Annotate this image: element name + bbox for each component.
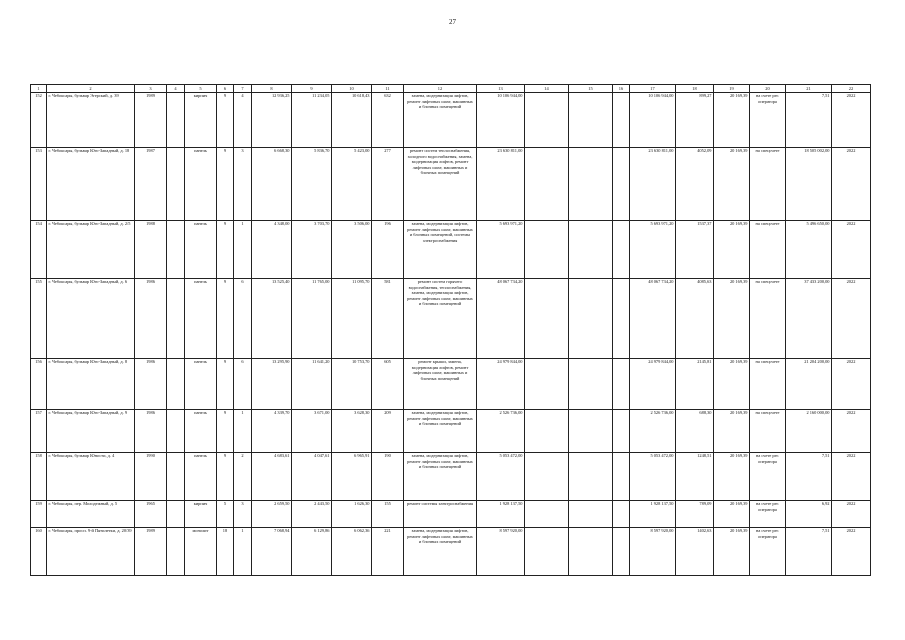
- works-cell: ремонт системы электроснабжения: [404, 501, 477, 528]
- owners-funds-cell: 10 106 944,00: [630, 93, 676, 148]
- budget-funds-cell: [569, 453, 613, 501]
- fund-balance-cell: 18 505 002,00: [786, 148, 832, 221]
- year-reconstruction-cell: [167, 359, 185, 410]
- entrances-cell: 3: [234, 501, 252, 528]
- fund-support-cell: [525, 453, 569, 501]
- address-cell: г. Чебоксары, бульвар Юго-Западный, д. 2/5: [47, 221, 135, 279]
- address-cell: г. Чебоксары, бульвар Эгерский, д. 39: [47, 93, 135, 148]
- premises-area-cell: 5 836,70: [292, 148, 332, 221]
- table-row: [31, 410, 871, 453]
- premises-area-cell: 4 047,61: [292, 453, 332, 501]
- owners-funds-cell: 24 979 844,00: [630, 359, 676, 410]
- other-funds-cell: [613, 453, 630, 501]
- floors-cell: 9: [217, 279, 234, 359]
- column-number-cell: 1: [31, 85, 47, 93]
- residents-cell: 632: [372, 93, 404, 148]
- total-area-cell: 12 936,25: [252, 93, 292, 148]
- floors-cell: 9: [217, 453, 234, 501]
- fund-balance-cell: 6,92: [786, 501, 832, 528]
- column-number-cell: 3: [135, 85, 167, 93]
- total-cost-cell: 8 597 920,00: [477, 528, 525, 576]
- fund-method-cell: на счете рег. оператора: [750, 453, 786, 501]
- works-cell: замена, модернизация лифтов, ремонт лифтовых шахт, машинных и блочных помещений, системы электроснабжения: [404, 221, 477, 279]
- column-number-cell: 15: [569, 85, 613, 93]
- residential-area-cell: 11 095,70: [332, 279, 372, 359]
- other-funds-cell: [613, 528, 630, 576]
- column-number-cell: 4: [167, 85, 185, 93]
- fund-support-cell: [525, 359, 569, 410]
- fund-method-cell: на спецсчете: [750, 221, 786, 279]
- fund-support-cell: [525, 528, 569, 576]
- total-cost-cell: 2 526 736,00: [477, 410, 525, 453]
- fund-support-cell: [525, 148, 569, 221]
- total-area-cell: 4 348,00: [252, 221, 292, 279]
- fund-method-cell: на спецсчете: [750, 148, 786, 221]
- residents-cell: 277: [372, 148, 404, 221]
- budget-funds-cell: [569, 148, 613, 221]
- year-planned-cell: 2022: [832, 279, 871, 359]
- fund-support-cell: [525, 221, 569, 279]
- residents-cell: 190: [372, 453, 404, 501]
- address-cell: г. Чебоксары, бульвар Юго-Западный, д. 6: [47, 279, 135, 359]
- year-planned-cell: 2022: [832, 528, 871, 576]
- fund-balance-cell: 2 160 000,00: [786, 410, 832, 453]
- column-number-cell: 6: [217, 85, 234, 93]
- residential-area-cell: 3 506,00: [332, 221, 372, 279]
- row-number-cell: 159: [31, 501, 47, 528]
- column-number-cell: 5: [185, 85, 217, 93]
- column-number-cell: 14: [525, 85, 569, 93]
- works-cell: замена, модернизация лифтов, ремонт лифтовых шахт, машинных и блочных помещений: [404, 410, 477, 453]
- year-planned-cell: 2022: [832, 93, 871, 148]
- cost-limit-cell: 20 169,39: [714, 148, 750, 221]
- entrances-cell: 1: [234, 221, 252, 279]
- total-area-cell: 13 295,90: [252, 359, 292, 410]
- wall-material-cell: панель: [185, 148, 217, 221]
- column-number-cell: 12: [404, 85, 477, 93]
- total-area-cell: 4 683,61: [252, 453, 292, 501]
- year-built-cell: 1986: [135, 279, 167, 359]
- cost-limit-cell: 20 169,39: [714, 221, 750, 279]
- fund-method-cell: на счете рег. оператора: [750, 93, 786, 148]
- year-built-cell: 1988: [135, 221, 167, 279]
- entrances-cell: 3: [234, 148, 252, 221]
- owners-funds-cell: 8 597 920,00: [630, 528, 676, 576]
- wall-material-cell: панель: [185, 279, 217, 359]
- residents-cell: 221: [372, 528, 404, 576]
- residents-cell: 196: [372, 221, 404, 279]
- premises-area-cell: 11 234,05: [292, 93, 332, 148]
- total-area-cell: 7 068,94: [252, 528, 292, 576]
- fund-balance-cell: 7,51: [786, 528, 832, 576]
- owners-funds-cell: 2 526 736,00: [630, 410, 676, 453]
- year-reconstruction-cell: [167, 221, 185, 279]
- page-number: 27: [449, 18, 456, 26]
- column-number-cell: 7: [234, 85, 252, 93]
- fund-support-cell: [525, 501, 569, 528]
- total-cost-cell: 48 067 734,20: [477, 279, 525, 359]
- table-row: [31, 93, 871, 148]
- year-reconstruction-cell: [167, 148, 185, 221]
- wall-material-cell: панель: [185, 453, 217, 501]
- column-number-cell: 21: [786, 85, 832, 93]
- owners-funds-cell: 48 067 734,20: [630, 279, 676, 359]
- address-cell: г. Чебоксары, пер. Молодежный, д. 5: [47, 501, 135, 528]
- cost-limit-cell: 20 169,39: [714, 93, 750, 148]
- fund-balance-cell: 7,51: [786, 453, 832, 501]
- entrances-cell: 4: [234, 93, 252, 148]
- owners-funds-cell: 23 630 811,00: [630, 148, 676, 221]
- fund-balance-cell: 21 204 200,00: [786, 359, 832, 410]
- entrances-cell: 2: [234, 453, 252, 501]
- wall-material-cell: кирпич: [185, 501, 217, 528]
- address-cell: г. Чебоксары, просп. 9-й Пятилетки, д. 20/39: [47, 528, 135, 576]
- year-planned-cell: 2022: [832, 359, 871, 410]
- budget-funds-cell: [569, 279, 613, 359]
- residential-area-cell: 10 753,70: [332, 359, 372, 410]
- cost-limit-cell: 20 169,39: [714, 528, 750, 576]
- column-number-cell: 2: [47, 85, 135, 93]
- total-area-cell: 2 659,50: [252, 501, 292, 528]
- unit-cost-cell: 4085,63: [676, 279, 714, 359]
- year-planned-cell: 2022: [832, 501, 871, 528]
- floors-cell: 18: [217, 528, 234, 576]
- column-number-cell: 20: [750, 85, 786, 93]
- address-cell: г. Чебоксары, бульвар Юго-Западный, д. 18: [47, 148, 135, 221]
- unit-cost-cell: 688,30: [676, 410, 714, 453]
- address-cell: г. Чебоксары, бульвар Юго-Западный, д. 8: [47, 359, 135, 410]
- fund-method-cell: на счете рег. оператора: [750, 501, 786, 528]
- other-funds-cell: [613, 410, 630, 453]
- works-cell: ремонт систем горячего водоснабжения, теплоснабжения, замена, модернизация лифтов, ремонт лифтовых шахт, машинных и блочных помещений: [404, 279, 477, 359]
- column-number-cell: 22: [832, 85, 871, 93]
- budget-funds-cell: [569, 221, 613, 279]
- cost-limit-cell: 20 169,39: [714, 359, 750, 410]
- premises-area-cell: 11 641,20: [292, 359, 332, 410]
- table-row: [31, 279, 871, 359]
- budget-funds-cell: [569, 93, 613, 148]
- floors-cell: 9: [217, 410, 234, 453]
- residential-area-cell: 1 626,30: [332, 501, 372, 528]
- row-number-cell: 153: [31, 148, 47, 221]
- year-reconstruction-cell: [167, 93, 185, 148]
- total-area-cell: 6 668,30: [252, 148, 292, 221]
- wall-material-cell: кирпич: [185, 93, 217, 148]
- unit-cost-cell: 2145,81: [676, 359, 714, 410]
- table-row: [31, 359, 871, 410]
- other-funds-cell: [613, 501, 630, 528]
- owners-funds-cell: 1 928 137,50: [630, 501, 676, 528]
- total-cost-cell: 5 693 971,20: [477, 221, 525, 279]
- premises-area-cell: 2 443,50: [292, 501, 332, 528]
- residential-area-cell: 6 062,36: [332, 528, 372, 576]
- year-planned-cell: 2022: [832, 453, 871, 501]
- row-number-cell: 157: [31, 410, 47, 453]
- total-area-cell: 13 525,40: [252, 279, 292, 359]
- column-number-cell: 10: [332, 85, 372, 93]
- residential-area-cell: 10 618,43: [332, 93, 372, 148]
- residents-cell: 155: [372, 501, 404, 528]
- floors-cell: 9: [217, 221, 234, 279]
- residents-cell: 605: [372, 359, 404, 410]
- unit-cost-cell: 4052,09: [676, 148, 714, 221]
- year-reconstruction-cell: [167, 410, 185, 453]
- cost-limit-cell: 20 169,39: [714, 501, 750, 528]
- unit-cost-cell: 899,27: [676, 93, 714, 148]
- wall-material-cell: панель: [185, 359, 217, 410]
- table-row: [31, 501, 871, 528]
- total-cost-cell: 5 053 472,00: [477, 453, 525, 501]
- unit-cost-cell: 1402,63: [676, 528, 714, 576]
- owners-funds-cell: 5 693 971,20: [630, 221, 676, 279]
- column-number-cell: 19: [714, 85, 750, 93]
- floors-cell: 5: [217, 501, 234, 528]
- cost-limit-cell: 20 169,39: [714, 453, 750, 501]
- year-planned-cell: 2022: [832, 148, 871, 221]
- budget-funds-cell: [569, 359, 613, 410]
- other-funds-cell: [613, 93, 630, 148]
- row-number-cell: 160: [31, 528, 47, 576]
- fund-method-cell: на спецсчете: [750, 410, 786, 453]
- floors-cell: 9: [217, 93, 234, 148]
- fund-balance-cell: 37 433 200,00: [786, 279, 832, 359]
- year-built-cell: 1989: [135, 93, 167, 148]
- column-number-cell: 13: [477, 85, 525, 93]
- table-row: [31, 453, 871, 501]
- table-row: [31, 148, 871, 221]
- other-funds-cell: [613, 148, 630, 221]
- unit-cost-cell: 1248,51: [676, 453, 714, 501]
- residents-cell: 581: [372, 279, 404, 359]
- year-built-cell: 1965: [135, 501, 167, 528]
- row-number-cell: 158: [31, 453, 47, 501]
- premises-area-cell: 3 671,00: [292, 410, 332, 453]
- year-reconstruction-cell: [167, 279, 185, 359]
- floors-cell: 9: [217, 148, 234, 221]
- fund-method-cell: на спецсчете: [750, 359, 786, 410]
- row-number-cell: 155: [31, 279, 47, 359]
- fund-balance-cell: 5 496 650,00: [786, 221, 832, 279]
- column-number-row: [31, 85, 871, 93]
- unit-cost-cell: 789,09: [676, 501, 714, 528]
- works-cell: ремонт систем теплоснабжения, холодного водоснабжения, замена, модернизация лифтов, ремонт лифтовых шахт, машинных и блочных помещений: [404, 148, 477, 221]
- premises-area-cell: 3 703,70: [292, 221, 332, 279]
- wall-material-cell: монолит: [185, 528, 217, 576]
- wall-material-cell: панель: [185, 410, 217, 453]
- budget-funds-cell: [569, 501, 613, 528]
- column-number-cell: 11: [372, 85, 404, 93]
- unit-cost-cell: 1537,37: [676, 221, 714, 279]
- year-reconstruction-cell: [167, 528, 185, 576]
- fund-method-cell: на счете рег. оператора: [750, 528, 786, 576]
- entrances-cell: 1: [234, 410, 252, 453]
- year-built-cell: 1987: [135, 148, 167, 221]
- fund-support-cell: [525, 410, 569, 453]
- row-number-cell: 154: [31, 221, 47, 279]
- works-cell: замена, модернизация лифтов, ремонт лифтовых шахт, машинных и блочных помещений: [404, 453, 477, 501]
- residential-area-cell: 3 628,30: [332, 410, 372, 453]
- wall-material-cell: панель: [185, 221, 217, 279]
- year-reconstruction-cell: [167, 453, 185, 501]
- year-planned-cell: 2022: [832, 410, 871, 453]
- premises-area-cell: 11 765,00: [292, 279, 332, 359]
- other-funds-cell: [613, 359, 630, 410]
- column-number-cell: 16: [613, 85, 630, 93]
- entrances-cell: 6: [234, 359, 252, 410]
- year-reconstruction-cell: [167, 501, 185, 528]
- other-funds-cell: [613, 279, 630, 359]
- column-number-cell: 8: [252, 85, 292, 93]
- entrances-cell: 1: [234, 528, 252, 576]
- registry-table: [30, 84, 871, 576]
- column-number-cell: 9: [292, 85, 332, 93]
- floors-cell: 9: [217, 359, 234, 410]
- table-row: [31, 221, 871, 279]
- total-area-cell: 4 339,70: [252, 410, 292, 453]
- total-cost-cell: 23 630 811,00: [477, 148, 525, 221]
- works-cell: ремонт крыши, замена, модернизация лифтов, ремонт лифтовых шахт, машинных и блочных помещений: [404, 359, 477, 410]
- year-built-cell: 1986: [135, 359, 167, 410]
- fund-support-cell: [525, 93, 569, 148]
- works-cell: замена, модернизация лифтов, ремонт лифтовых шахт, машинных и блочных помещений: [404, 528, 477, 576]
- total-cost-cell: 1 928 137,50: [477, 501, 525, 528]
- premises-area-cell: 6 129,86: [292, 528, 332, 576]
- budget-funds-cell: [569, 528, 613, 576]
- column-number-cell: 17: [630, 85, 676, 93]
- other-funds-cell: [613, 221, 630, 279]
- fund-balance-cell: 7,51: [786, 93, 832, 148]
- entrances-cell: 6: [234, 279, 252, 359]
- cost-limit-cell: 20 169,39: [714, 279, 750, 359]
- cost-limit-cell: 20 169,39: [714, 410, 750, 453]
- budget-funds-cell: [569, 410, 613, 453]
- total-cost-cell: 24 979 844,00: [477, 359, 525, 410]
- works-cell: замена, модернизация лифтов, ремонт лифтовых шахт, машинных и блочных помещений: [404, 93, 477, 148]
- address-cell: г. Чебоксары, бульвар Юности, д. 4: [47, 453, 135, 501]
- year-built-cell: 1990: [135, 453, 167, 501]
- year-planned-cell: 2022: [832, 221, 871, 279]
- address-cell: г. Чебоксары, бульвар Юго-Западный, д. 9: [47, 410, 135, 453]
- fund-support-cell: [525, 279, 569, 359]
- fund-method-cell: на спецсчете: [750, 279, 786, 359]
- year-built-cell: 1986: [135, 410, 167, 453]
- column-number-cell: 18: [676, 85, 714, 93]
- row-number-cell: 152: [31, 93, 47, 148]
- residential-area-cell: 6 965,91: [332, 453, 372, 501]
- residents-cell: 209: [372, 410, 404, 453]
- owners-funds-cell: 5 053 472,00: [630, 453, 676, 501]
- year-built-cell: 1989: [135, 528, 167, 576]
- total-cost-cell: 10 106 944,00: [477, 93, 525, 148]
- table-row: [31, 528, 871, 576]
- row-number-cell: 156: [31, 359, 47, 410]
- residential-area-cell: 5 423,00: [332, 148, 372, 221]
